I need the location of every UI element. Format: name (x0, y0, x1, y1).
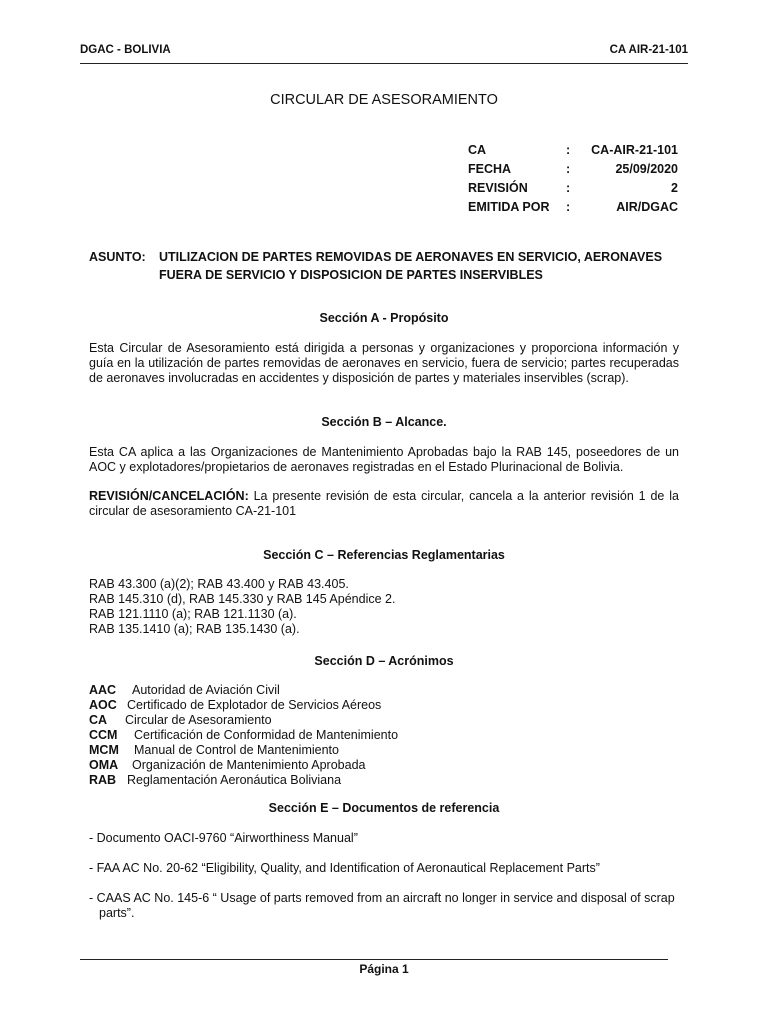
acronym-abbr: CA (89, 713, 108, 727)
reference-item: RAB 43.300 (a)(2); RAB 43.400 y RAB 43.405. (89, 577, 349, 591)
meta-value: AIR/DGAC (616, 200, 678, 214)
section-a-title (80, 311, 688, 325)
reference-document (89, 861, 679, 876)
acronym-desc: Certificado de Explotador de Servicios Aéreos (127, 698, 382, 712)
acronym-abbr: CCM (89, 728, 118, 742)
section-b-text: Esta CA aplica a las Organizaciones de Mantenimiento Aprobadas bajo la RAB 145, poseedores de un AOC y explotadores/propietarios de aeronaves registradas en el Estado Plurinacional de Bolivia. (89, 445, 679, 474)
header-doc-code: CA AIR-21-101 (609, 44, 688, 56)
acronym-abbr: MCM (89, 743, 119, 757)
page-number: Página 1 (359, 962, 409, 976)
section-a-text: Esta Circular de Asesoramiento está dirigida a personas y organizaciones y proporciona información y guía en la utilización de partes removidas de aeronaves en servicio, fuera de servicio; partes recuperadas de aeronaves involucradas en accidentes y disposición de partes y materiales inservibles (scrap). (89, 341, 679, 385)
footer-divider (80, 959, 668, 960)
meta-row-ca (468, 143, 688, 162)
acronym-list (89, 683, 398, 788)
section-b-title: Sección B – Alcance. (321, 415, 447, 429)
meta-value: 2 (671, 181, 678, 195)
section-a-title-main: Sección A (319, 311, 380, 325)
meta-sep: : (566, 143, 571, 157)
reference-item: RAB 135.1410 (a); RAB 135.1430 (a). (89, 622, 300, 636)
reference-document-line: parts”. (99, 906, 135, 920)
meta-key: CA (468, 143, 487, 157)
revision-label: REVISIÓN/CANCELACIÓN: (89, 489, 249, 503)
meta-sep: : (566, 162, 571, 176)
section-c-title: Sección C – Referencias Reglamentarias (263, 548, 505, 562)
section-d-title: Sección D – Acrónimos (314, 654, 454, 668)
acronym-item (89, 683, 398, 698)
subject-text (159, 248, 689, 284)
acronym-desc: Organización de Mantenimiento Aprobada (132, 758, 366, 772)
reference-item: RAB 145.310 (d), RAB 145.330 y RAB 145 Apéndice 2. (89, 592, 396, 606)
acronym-item (89, 728, 398, 743)
acronym-desc: Autoridad de Aviación Civil (132, 683, 280, 697)
header-org: DGAC - BOLIVIA (80, 44, 171, 56)
reference-document-line: - FAA AC No. 20-62 “Eligibility, Quality, and Identification of Aeronautical Replacement Parts” (89, 861, 600, 875)
page-header (80, 44, 688, 64)
meta-row-fecha (468, 162, 688, 181)
acronym-desc: Circular de Asesoramiento (125, 713, 272, 727)
acronym-item (89, 698, 398, 713)
acronym-item (89, 758, 398, 773)
acronym-item (89, 773, 398, 788)
acronym-item (89, 743, 398, 758)
meta-key: REVISIÓN (468, 181, 528, 195)
meta-row-revision (468, 181, 688, 200)
acronym-abbr: AOC (89, 698, 117, 712)
subject-line: UTILIZACION DE PARTES REMOVIDAS DE AERONAVES EN SERVICIO, AERONAVES (159, 250, 663, 264)
acronym-desc: Reglamentación Aeronáutica Boliviana (127, 773, 342, 787)
acronym-abbr: OMA (89, 758, 119, 772)
revision-cancelacion (89, 489, 679, 519)
meta-key: FECHA (468, 162, 512, 176)
reference-document (89, 891, 679, 921)
meta-value: 25/09/2020 (615, 162, 678, 176)
acronym-abbr: RAB (89, 773, 117, 787)
meta-key: EMITIDA POR (468, 200, 550, 214)
reference-document-line: - CAAS AC No. 145-6 “ Usage of parts removed from an aircraft no longer in service and disposal of scrap (89, 891, 675, 905)
meta-value: CA-AIR-21-101 (591, 143, 678, 157)
section-e-title: Sección E – Documentos de referencia (268, 801, 500, 815)
document-metadata (468, 143, 688, 219)
document-title: CIRCULAR DE ASESORAMIENTO (270, 92, 498, 108)
acronym-desc: Manual de Control de Mantenimiento (134, 743, 339, 757)
subject-label: ASUNTO: (89, 250, 146, 264)
regulation-references (89, 577, 395, 637)
meta-sep: : (566, 181, 571, 195)
acronym-item (89, 713, 398, 728)
section-a-title-rest: - Propósito (379, 311, 449, 325)
acronym-abbr: AAC (89, 683, 117, 697)
meta-row-emitida (468, 200, 688, 219)
reference-document (89, 831, 679, 846)
reference-document-line: - Documento OACI-9760 “Airworthiness Manual” (89, 831, 358, 845)
revision-text: La presente revisión de esta circular, cancela a la anterior revisión 1 de la circular de asesoramiento CA-21-101 (89, 489, 679, 518)
meta-sep: : (566, 200, 571, 214)
subject-line: FUERA DE SERVICIO Y DISPOSICION DE PARTES INSERVIBLES (159, 268, 543, 282)
reference-item: RAB 121.1110 (a); RAB 121.1130 (a). (89, 607, 297, 621)
acronym-desc: Certificación de Conformidad de Mantenimiento (134, 728, 399, 742)
